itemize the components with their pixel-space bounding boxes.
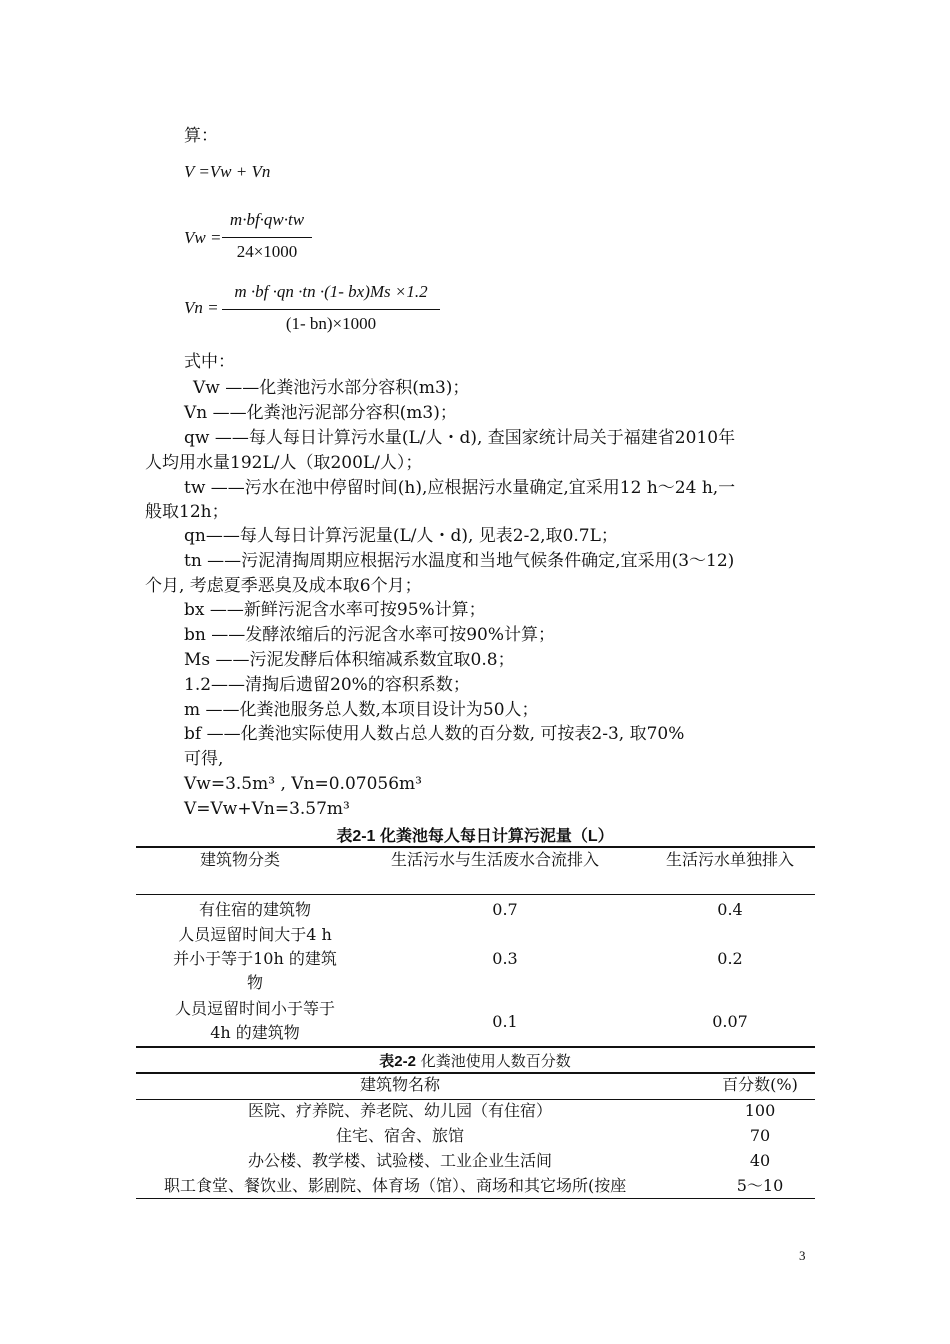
table-2-row-3-name: 办公楼、教学楼、试验楼、工业企业生活间 [247, 1151, 552, 1170]
table-2-row-3-value: 40 [749, 1151, 771, 1170]
table-2-row-1-value: 100 [744, 1101, 776, 1120]
table-1-header-category: 建筑物分类 [199, 850, 280, 869]
result-values: Vw=3.5m³ , Vn=0.07056m³ [184, 774, 422, 794]
table-1-row-2-category-line-3: 物 [246, 973, 263, 992]
formula-2-denominator: 24×1000 [236, 242, 298, 261]
table-1-bottom-rule [136, 1046, 815, 1048]
formula-3-lhs: Vn = [184, 298, 219, 317]
table-1-row-3-category-line-1: 人员逗留时间小于等于 [174, 999, 335, 1018]
definition-tn-cont: 个月, 考虑夏季恶臭及成本取6个月； [145, 576, 422, 596]
page-number: 3 [799, 1248, 806, 1263]
table-1-row-1-combined: 0.7 [492, 900, 518, 919]
table-2-row-4-value: 5～10 [736, 1176, 784, 1195]
result-intro: 可得, [184, 749, 224, 769]
table-1-row-1-category: 有住宿的建筑物 [198, 900, 311, 919]
formula-2-lhs: Vw = [184, 228, 222, 247]
formula-2-fraction-bar [222, 237, 312, 238]
definition-qw: qw ——每人每日计算污水量(L/人・d), 查国家统计局关于福建省2010年 [184, 428, 736, 448]
formula-1-rhs: =Vw + Vn [198, 162, 271, 181]
definition-qw-cont: 人均用水量192L/人（取200L/人）； [145, 453, 423, 473]
definition-bf: bf ——化粪池实际使用人数占总人数的百分数, 可按表2-3, 取70% [184, 724, 685, 744]
definition-ms: Ms ——污泥发酵后体积缩减系数宜取0.8； [184, 650, 515, 670]
table-1-header-separate: 生活污水单独排入 [665, 850, 794, 869]
intro-text: 算： [184, 126, 218, 146]
table-1-row-2-category-line-2: 并小于等于10h 的建筑 [173, 949, 337, 968]
table-2-header-percent: 百分数(%) [722, 1075, 798, 1094]
definition-vw: Vw ——化粪池污水部分容积(m3)； [193, 378, 470, 398]
formula-1-lhs: V [184, 162, 195, 181]
table-2-title-text: 化粪池使用人数百分数 [415, 1052, 571, 1070]
definition-vn: Vn ——化粪池污泥部分容积(m3)； [184, 403, 457, 423]
table-1-header-combined: 生活污水与生活废水合流排入 [390, 850, 599, 869]
definition-qn: qn——每人每日计算污泥量(L/人・d), 见表2-2,取0.7L； [184, 526, 618, 546]
table-1-row-3-separate: 0.07 [712, 1012, 748, 1031]
definition-m: m ——化粪池服务总人数,本项目设计为50人； [184, 700, 539, 720]
table-1-row-2-separate: 0.2 [717, 949, 743, 968]
table-2-row-4-name: 职工食堂、餐饮业、影剧院、体育场（馆）、商场和其它场所(按座 [164, 1176, 627, 1195]
table-1-row-3-category-line-2: 4h 的建筑物 [210, 1023, 300, 1042]
definition-factor: 1.2——清掏后遗留20%的容积系数； [184, 675, 470, 695]
table-1-row-1-separate: 0.4 [717, 900, 743, 919]
definition-bn: bn ——发酵浓缩后的污泥含水率可按90%计算； [184, 625, 556, 645]
table-2-row-2-value: 70 [749, 1126, 771, 1145]
table-2-title-number: 表2-2 [379, 1053, 416, 1070]
table-2-bottom-rule [136, 1198, 815, 1199]
formula-3-denominator: (1- bn)×1000 [285, 314, 377, 333]
definition-tw: tw ——污水在池中停留时间(h),应根据污水量确定,宜采用12 h～24 h,一 [184, 478, 736, 498]
formula-3-numerator: m ·bf ·qn ·tn ·(1- bx)Ms ×1.2 [234, 282, 428, 301]
formula-2-numerator: m·bf·qw·tw [229, 210, 305, 229]
table-1-row-2-category-line-1: 人员逗留时间大于4 h [178, 925, 332, 944]
definition-tw-cont: 般取12h； [145, 502, 229, 522]
definition-tn: tn ——污泥清掏周期应根据污水温度和当地气候条件确定,宜采用(3～12) [184, 551, 735, 571]
table-1-title: 表2-1 化粪池每人每日计算污泥量（L） [336, 828, 614, 845]
table-2-row-1-name: 医院、疗养院、养老院、幼儿园（有住宿） [247, 1101, 552, 1120]
table-2-header-name: 建筑物名称 [359, 1075, 440, 1094]
where-label: 式中： [184, 352, 235, 372]
table-1-row-3-combined: 0.1 [492, 1012, 518, 1031]
definition-bx: bx ——新鲜污泥含水率可按95%计算； [184, 600, 486, 620]
table-1-header-rule [136, 894, 815, 895]
formula-total-volume [184, 162, 270, 182]
table-2-title [0, 1050, 950, 1071]
table-2-row-2-name: 住宅、宿舍、旅馆 [335, 1126, 464, 1145]
formula-3-fraction-bar [222, 309, 440, 310]
table-1-row-2-combined: 0.3 [492, 949, 518, 968]
result-total: V=Vw+Vn=3.57m³ [184, 799, 350, 819]
